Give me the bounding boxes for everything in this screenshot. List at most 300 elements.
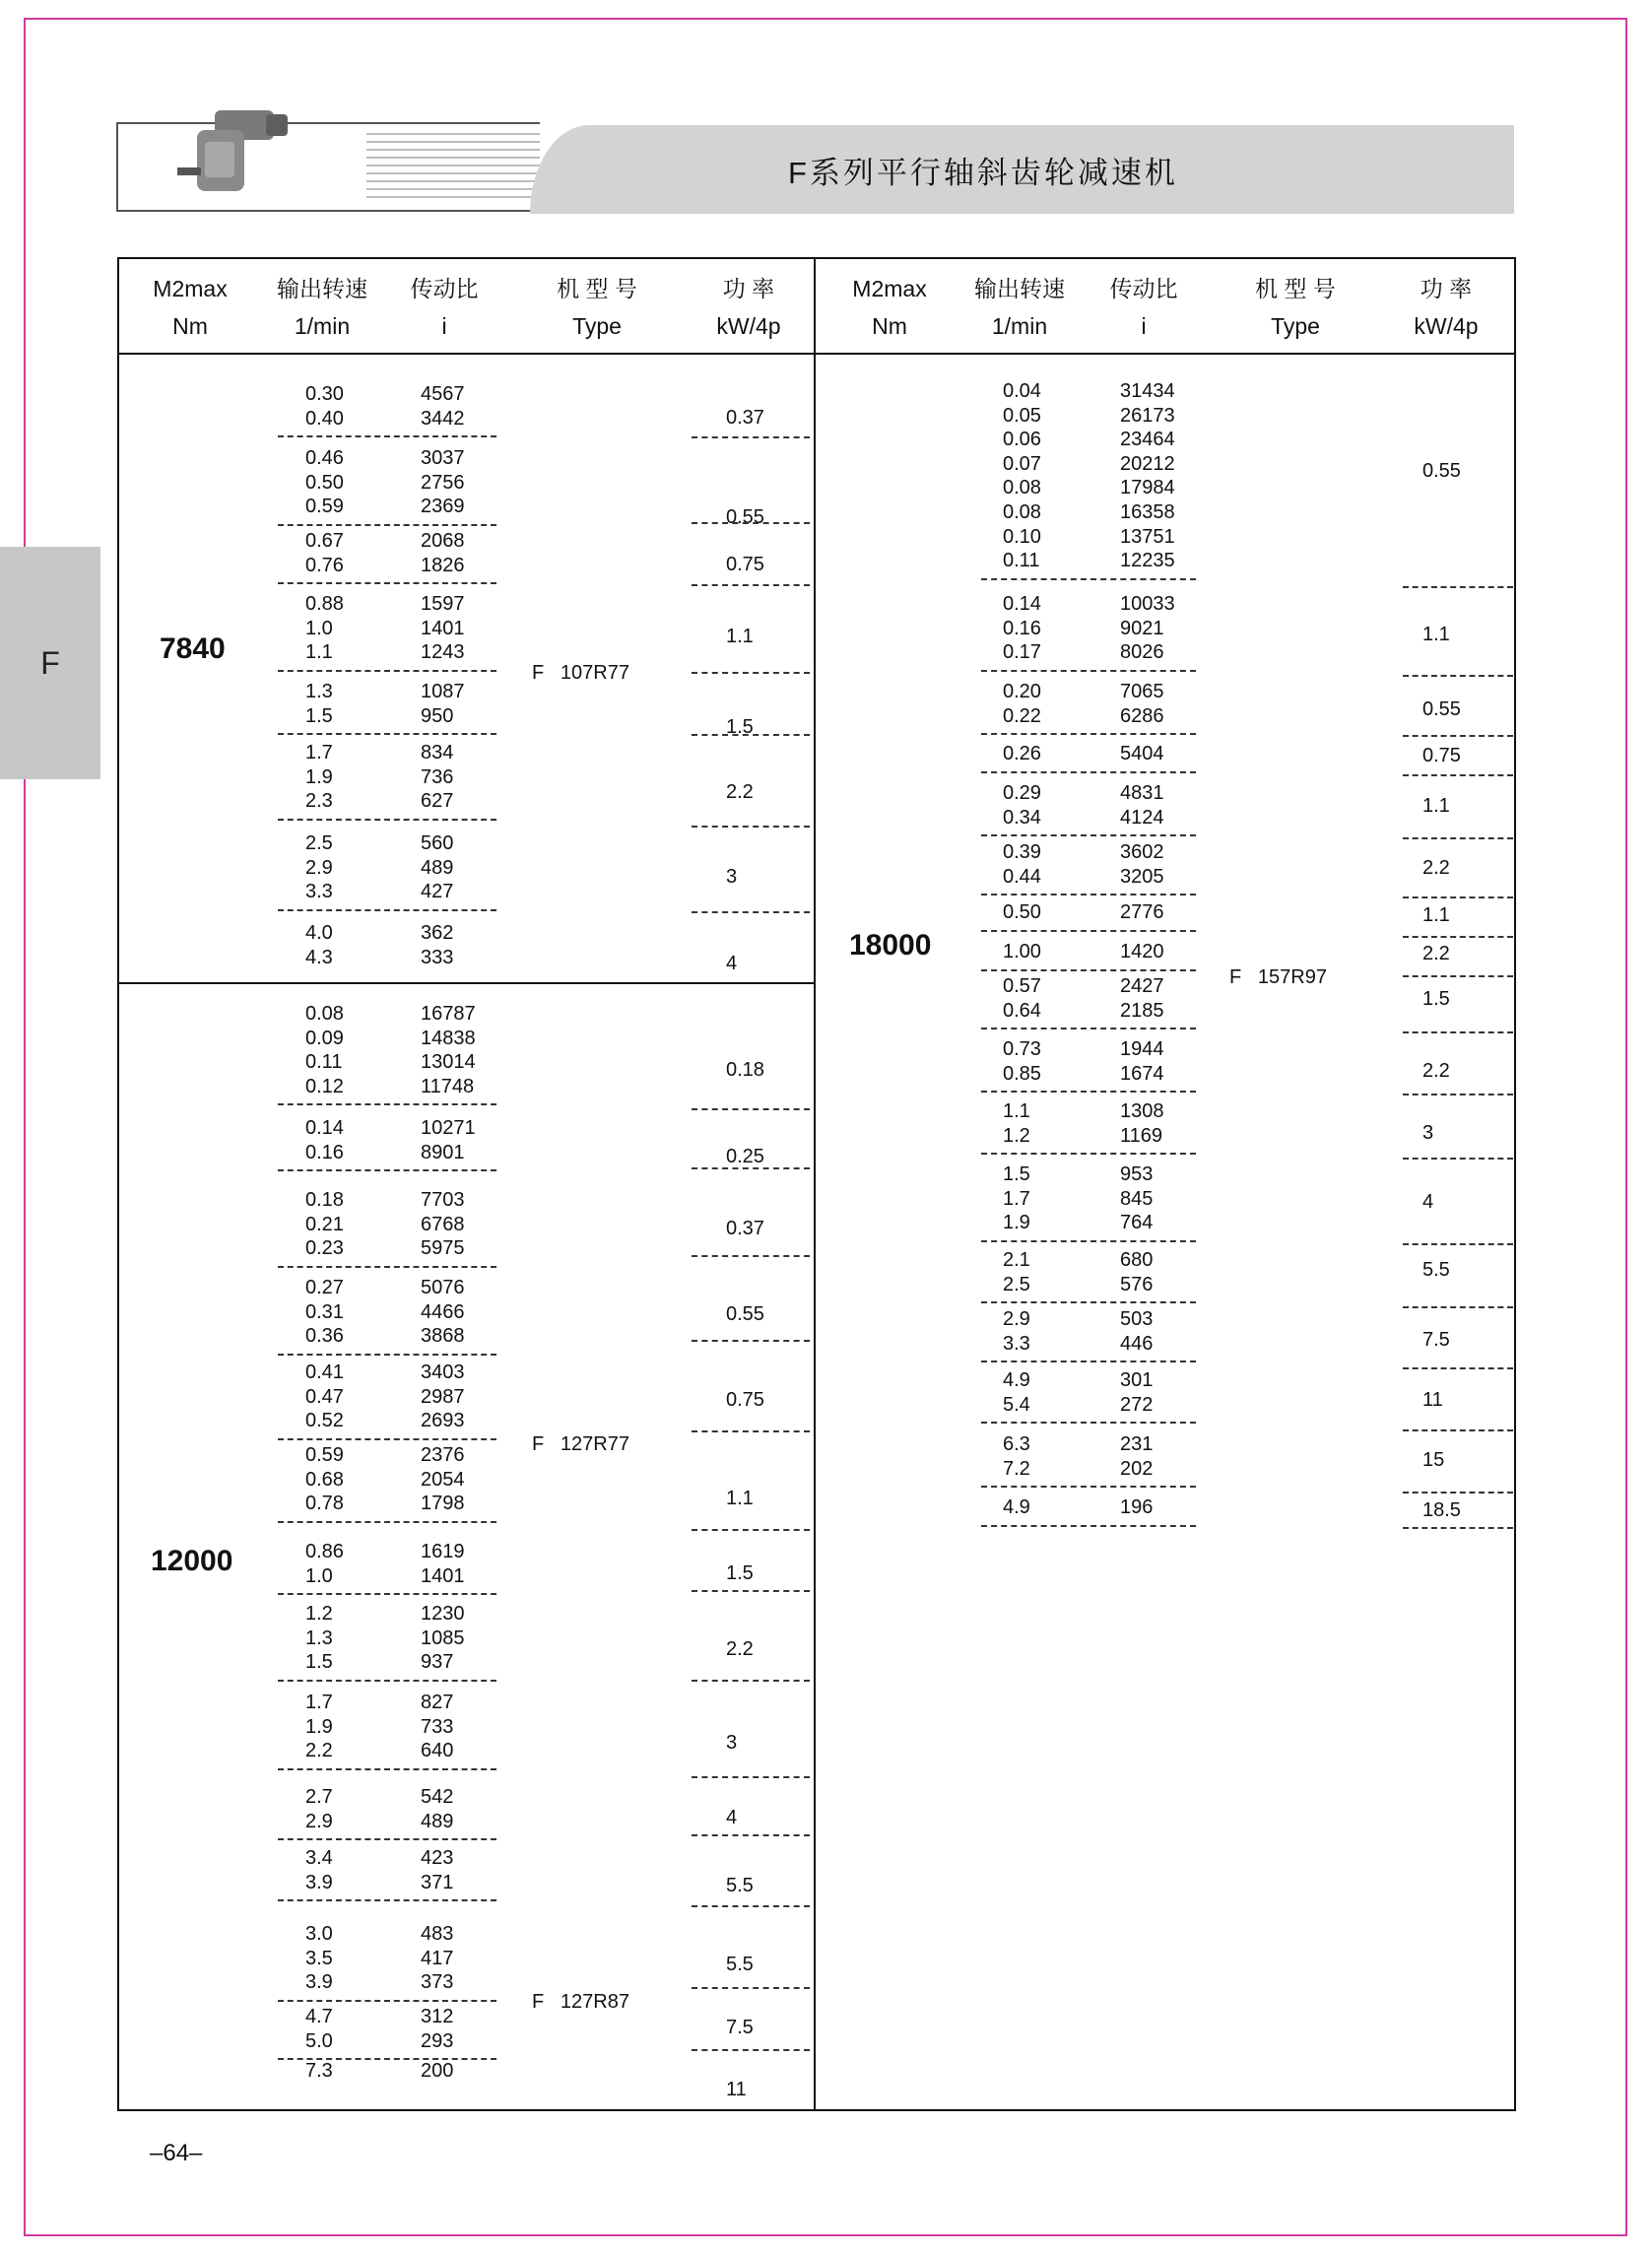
row-separator [692,1529,810,1531]
ratio-cell: 1243 [421,641,465,664]
ratio-cell: 31434 [1120,380,1175,402]
power-cell: 0.37 [726,407,764,429]
power-cell: 2.2 [1422,1060,1450,1082]
speed-cell: 0.09 [305,1027,344,1049]
power-cell: 5.5 [1422,1259,1450,1281]
banner-speed-lines [366,126,540,207]
row-separator [1403,936,1513,938]
power-cell: 5.5 [726,1954,754,1975]
row-separator [692,911,810,913]
power-cell: 1.1 [726,1488,754,1509]
power-cell: 0.37 [726,1218,764,1239]
speed-cell: 1.9 [305,765,333,788]
row-separator [1403,1492,1513,1494]
power-cell: 3 [1422,1122,1434,1144]
row-separator [981,1153,1196,1155]
row-separator [692,522,810,524]
speed-cell: 1.2 [1003,1124,1030,1147]
row-separator [692,826,810,828]
ratio-cell: 371 [421,1871,454,1893]
ratio-cell: 1944 [1120,1038,1164,1060]
speed-cell: 0.12 [305,1075,344,1097]
row-separator [981,1240,1196,1242]
speed-cell: 4.9 [1003,1369,1030,1391]
speed-cell: 3.3 [305,881,333,903]
ratio-cell: 3442 [421,407,465,430]
ratio-cell: 231 [1120,1433,1154,1455]
ratio-cell: 4466 [421,1300,465,1323]
speed-cell: 6.3 [1003,1433,1030,1455]
power-cell: 1.5 [1422,988,1450,1010]
row-separator [278,1354,496,1356]
speed-cell: 2.1 [1003,1249,1030,1271]
power-cell: 0.55 [726,1303,764,1325]
row-separator [1403,837,1513,839]
ratio-cell: 14838 [421,1027,476,1049]
power-cell: 4 [726,1807,738,1828]
power-cell: 11 [726,2079,747,2100]
speed-cell: 0.86 [305,1541,344,1562]
speed-cell: 0.06 [1003,429,1041,451]
type-label: F 157R97 [1229,966,1327,988]
row-separator [1403,586,1513,588]
ratio-cell: 680 [1120,1249,1154,1271]
row-separator [981,1301,1196,1303]
speed-cell: 0.18 [305,1189,344,1211]
speed-cell: 1.9 [1003,1212,1030,1234]
ratio-cell: 2068 [421,530,465,552]
gearbox-product-image [175,102,294,201]
row-separator [278,1521,496,1523]
row-separator [1403,735,1513,737]
ratio-cell: 1169 [1120,1124,1163,1147]
ratio-cell: 3602 [1120,841,1164,863]
row-separator [278,670,496,672]
row-separator [278,1680,496,1682]
ratio-cell: 3205 [1120,865,1164,888]
row-separator [278,1438,496,1440]
torque-value: 12000 [151,1545,233,1577]
power-cell: 1.1 [726,626,754,647]
power-cell: 2.2 [1422,943,1450,964]
ratio-cell: 2369 [421,496,465,518]
speed-cell: 0.23 [305,1237,344,1260]
speed-cell: 1.7 [305,1692,333,1713]
row-separator [692,1108,810,1110]
speed-cell: 1.3 [305,681,333,702]
row-separator [278,1899,496,1901]
speed-cell: 0.50 [1003,901,1041,923]
ratio-cell: 845 [1120,1187,1154,1210]
row-separator [692,1776,810,1778]
speed-cell: 1.2 [305,1603,333,1625]
speed-cell: 0.76 [305,554,344,576]
row-separator [278,909,496,911]
type-label: F 127R77 [532,1433,629,1455]
ratio-cell: 1401 [421,1564,465,1587]
ratio-cell: 272 [1120,1393,1154,1416]
row-separator [1403,896,1513,898]
speed-cell: 0.08 [1003,477,1041,499]
row-separator [692,1430,810,1432]
speed-cell: 0.10 [1003,525,1041,548]
speed-cell: 0.11 [305,1051,343,1074]
speed-cell: 0.40 [305,407,344,430]
ratio-cell: 7065 [1120,681,1164,702]
row-separator [1403,1367,1513,1369]
power-cell: 0.75 [726,1389,764,1411]
speed-cell: 4.7 [305,2006,333,2027]
speed-cell: 4.3 [305,946,333,968]
speed-cell: 1.7 [305,742,333,763]
speed-cell: 0.16 [1003,617,1041,639]
row-separator [692,1167,810,1169]
speed-cell: 0.50 [305,471,344,494]
speed-cell: 2.5 [305,832,333,854]
power-cell: 7.5 [1422,1329,1450,1351]
ratio-cell: 483 [421,1923,454,1945]
torque-value: 18000 [849,929,932,962]
ratio-cell: 293 [421,2029,454,2052]
page-title: F系列平行轴斜齿轮减速机 [788,156,1178,190]
speed-cell: 0.85 [1003,1062,1041,1085]
ratio-cell: 2693 [421,1410,465,1432]
speed-cell: 0.78 [305,1493,344,1515]
speed-cell: 1.7 [1003,1187,1030,1210]
ratio-cell: 489 [421,1810,454,1832]
ratio-cell: 20212 [1120,452,1175,475]
ratio-cell: 4124 [1120,806,1164,829]
ratio-cell: 1619 [421,1541,465,1562]
ratio-cell: 640 [421,1740,454,1762]
header-ratio: 传动比 i [410,276,479,339]
row-separator [692,1905,810,1907]
row-separator [692,1987,810,1989]
ratio-cell: 1826 [421,554,465,576]
ratio-cell: 1308 [1120,1100,1164,1122]
speed-cell: 0.39 [1003,841,1041,863]
speed-cell: 0.57 [1003,975,1041,997]
speed-cell: 0.34 [1003,806,1041,829]
ratio-cell: 736 [421,765,454,788]
row-separator [692,1340,810,1342]
speed-cell: 0.16 [305,1141,344,1163]
row-separator [278,582,496,584]
speed-cell: 0.46 [305,447,344,469]
ratio-cell: 2987 [421,1385,465,1408]
ratio-cell: 542 [421,1786,454,1808]
ratio-cell: 427 [421,881,454,903]
ratio-cell: 417 [421,1947,454,1969]
ratio-cell: 312 [421,2006,454,2027]
header-type-right: 机 型 号 Type [1255,276,1336,339]
row-separator [278,524,496,526]
ratio-cell: 3403 [421,1361,465,1383]
ratio-cell: 423 [421,1847,454,1869]
speed-cell: 5.4 [1003,1393,1030,1416]
ratio-cell: 6768 [421,1213,465,1235]
speed-cell: 3.9 [305,1971,333,1994]
row-separator [981,930,1196,932]
speed-cell: 0.36 [305,1325,344,1348]
side-tab-label: F [40,644,60,681]
speed-cell: 1.1 [1003,1100,1030,1122]
speed-cell: 1.5 [305,1651,333,1674]
ratio-cell: 834 [421,742,454,763]
power-cell: 1.1 [1422,624,1450,645]
power-cell: 0.55 [726,506,764,528]
ratio-cell: 13751 [1120,525,1175,548]
side-tab [0,547,100,779]
row-separator [278,733,496,735]
ratio-cell: 446 [1120,1332,1154,1355]
speed-cell: 1.0 [305,617,333,639]
row-separator [692,1834,810,1836]
row-separator [1403,1429,1513,1431]
row-separator [278,1593,496,1595]
row-separator [278,819,496,821]
speed-cell: 3.9 [305,1871,333,1893]
torque-value: 7840 [160,632,226,665]
ratio-cell: 827 [421,1692,454,1713]
speed-cell: 3.4 [305,1847,333,1869]
ratio-cell: 8026 [1120,641,1164,664]
header-type: 机 型 号 Type [557,276,637,339]
page-number: –64– [150,2140,203,2166]
power-cell: 2.2 [726,1638,754,1660]
ratio-cell: 16358 [1120,501,1175,523]
power-cell: 4 [726,953,738,974]
ratio-cell: 3868 [421,1325,465,1348]
ratio-cell: 733 [421,1715,454,1738]
ratio-cell: 202 [1120,1457,1154,1480]
row-separator [1403,1031,1513,1033]
row-separator [1403,1094,1513,1095]
row-separator [278,435,496,437]
ratio-cell: 1674 [1120,1062,1164,1085]
speed-cell: 1.5 [1003,1163,1030,1185]
speed-cell: 3.0 [305,1923,333,1945]
speed-cell: 2.5 [1003,1273,1030,1295]
speed-cell: 3.5 [305,1947,333,1969]
speed-cell: 0.67 [305,530,344,552]
speed-cell: 2.9 [305,856,333,879]
speed-cell: 2.9 [1003,1308,1030,1330]
power-cell: 2.2 [726,781,754,803]
ratio-cell: 23464 [1120,429,1175,451]
row-separator [1403,675,1513,677]
row-separator [692,584,810,586]
speed-cell: 1.9 [305,1715,333,1738]
ratio-cell: 10033 [1120,593,1175,615]
speed-cell: 0.14 [305,1117,344,1139]
ratio-cell: 4831 [1120,782,1164,804]
row-separator [981,670,1196,672]
row-separator [278,1838,496,1840]
ratio-cell: 1085 [421,1626,465,1649]
speed-cell: 7.2 [1003,1457,1030,1480]
row-separator [981,969,1196,971]
speed-cell: 0.26 [1003,743,1041,764]
speed-cell: 0.17 [1003,641,1041,664]
power-cell: 11 [1422,1389,1443,1411]
row-separator [1403,1158,1513,1160]
power-cell: 0.55 [1422,460,1461,482]
speed-cell: 0.21 [305,1213,344,1235]
speed-cell: 5.0 [305,2029,333,2052]
row-separator [692,1680,810,1682]
row-separator [1403,774,1513,776]
ratio-cell: 8901 [421,1141,465,1163]
row-separator [981,1361,1196,1362]
ratio-cell: 17984 [1120,477,1175,499]
row-separator [278,1768,496,1770]
ratio-cell: 560 [421,832,454,854]
speed-cell: 7.3 [305,2060,333,2082]
speed-cell: 0.04 [1003,380,1041,402]
power-cell: 3 [726,866,738,888]
row-separator [981,1091,1196,1093]
ratio-cell: 11748 [421,1075,475,1097]
speed-cell: 0.73 [1003,1038,1041,1060]
ratio-cell: 489 [421,856,454,879]
left-section-divider [117,982,816,984]
speed-cell: 0.52 [305,1410,344,1432]
row-separator [1403,1243,1513,1245]
ratio-cell: 576 [1120,1273,1154,1295]
row-separator [692,1590,810,1592]
speed-cell: 0.27 [305,1277,344,1298]
ratio-cell: 953 [1120,1163,1154,1185]
header-ratio-right: 传动比 i [1109,276,1178,339]
ratio-cell: 301 [1120,1369,1154,1391]
ratio-cell: 2376 [421,1444,465,1466]
row-separator [981,733,1196,735]
ratio-cell: 13014 [421,1051,476,1074]
ratio-cell: 937 [421,1651,454,1674]
ratio-cell: 2427 [1120,975,1164,997]
row-separator [692,2049,810,2051]
speed-cell: 2.2 [305,1740,333,1762]
speed-cell: 1.00 [1003,941,1041,963]
ratio-cell: 10271 [421,1117,476,1139]
speed-cell: 1.0 [305,1564,333,1587]
row-separator [981,578,1196,580]
row-separator [981,771,1196,773]
speed-cell: 0.64 [1003,999,1041,1022]
header-torque: M2max Nm [153,276,228,339]
row-separator [1403,1527,1513,1529]
ratio-cell: 6286 [1120,704,1164,727]
power-cell: 1.1 [1422,904,1450,926]
ratio-cell: 1798 [421,1493,465,1515]
speed-cell: 2.3 [305,790,333,813]
power-cell: 0.25 [726,1146,764,1167]
speed-cell: 0.88 [305,593,344,615]
row-separator [1403,1306,1513,1308]
ratio-cell: 5975 [421,1237,465,1260]
row-separator [692,672,810,674]
power-cell: 1.1 [1422,795,1450,817]
power-cell: 1.5 [726,1562,754,1584]
power-cell: 1.5 [726,716,754,738]
speed-cell: 1.1 [305,641,333,664]
type-label: F 107R77 [532,662,629,684]
power-cell: 0.18 [726,1059,764,1081]
ratio-cell: 3037 [421,447,465,469]
speed-cell: 0.59 [305,496,344,518]
power-cell: 18.5 [1422,1499,1461,1521]
row-separator [981,834,1196,836]
ratio-cell: 2756 [421,471,465,494]
row-separator [981,1486,1196,1488]
row-separator [278,1169,496,1171]
power-cell: 15 [1422,1449,1445,1471]
power-cell: 0.75 [726,554,764,575]
ratio-cell: 362 [421,922,454,944]
row-separator [981,894,1196,896]
ratio-cell: 1597 [421,593,465,615]
speed-cell: 0.31 [305,1300,344,1323]
speed-cell: 1.5 [305,704,333,727]
speed-cell: 0.30 [305,383,344,405]
speed-cell: 0.14 [1003,593,1041,615]
table-header-rule [117,353,1516,355]
power-cell: 2.2 [1422,857,1450,879]
ratio-cell: 26173 [1120,404,1175,427]
speed-cell: 0.68 [305,1468,344,1491]
speed-cell: 0.11 [1003,550,1040,572]
row-separator [981,1422,1196,1424]
ratio-cell: 7703 [421,1189,465,1211]
speed-cell: 0.29 [1003,782,1041,804]
ratio-cell: 373 [421,1971,454,1994]
speed-cell: 4.0 [305,922,333,944]
speed-cell: 0.47 [305,1385,344,1408]
ratio-cell: 333 [421,946,454,968]
speed-cell: 0.08 [305,1003,344,1025]
speed-cell: 0.20 [1003,681,1041,702]
ratio-cell: 2054 [421,1468,465,1491]
row-separator [692,734,810,736]
type-label: F 127R87 [532,1991,629,2013]
ratio-cell: 5076 [421,1277,465,1298]
row-separator [278,1103,496,1105]
ratio-cell: 503 [1120,1308,1154,1330]
row-separator [278,1266,496,1268]
speed-cell: 4.9 [1003,1496,1030,1518]
ratio-cell: 196 [1120,1496,1154,1518]
header-power: 功 率 kW/4p [716,276,781,339]
ratio-cell: 200 [421,2060,454,2082]
speed-cell: 0.07 [1003,452,1041,475]
ratio-cell: 950 [421,704,454,727]
row-separator [692,436,810,438]
row-separator [1403,975,1513,977]
speed-cell: 1.3 [305,1626,333,1649]
header-power-right: 功 率 kW/4p [1414,276,1479,339]
ratio-cell: 1401 [421,617,465,639]
speed-cell: 0.05 [1003,404,1041,427]
table-center-divider [814,257,816,2111]
power-cell: 0.75 [1422,745,1461,766]
speed-cell: 3.3 [1003,1332,1030,1355]
ratio-cell: 16787 [421,1003,476,1025]
ratio-cell: 9021 [1120,617,1164,639]
ratio-cell: 2776 [1120,901,1164,923]
speed-cell: 0.44 [1003,865,1041,888]
speed-cell: 2.7 [305,1786,333,1808]
